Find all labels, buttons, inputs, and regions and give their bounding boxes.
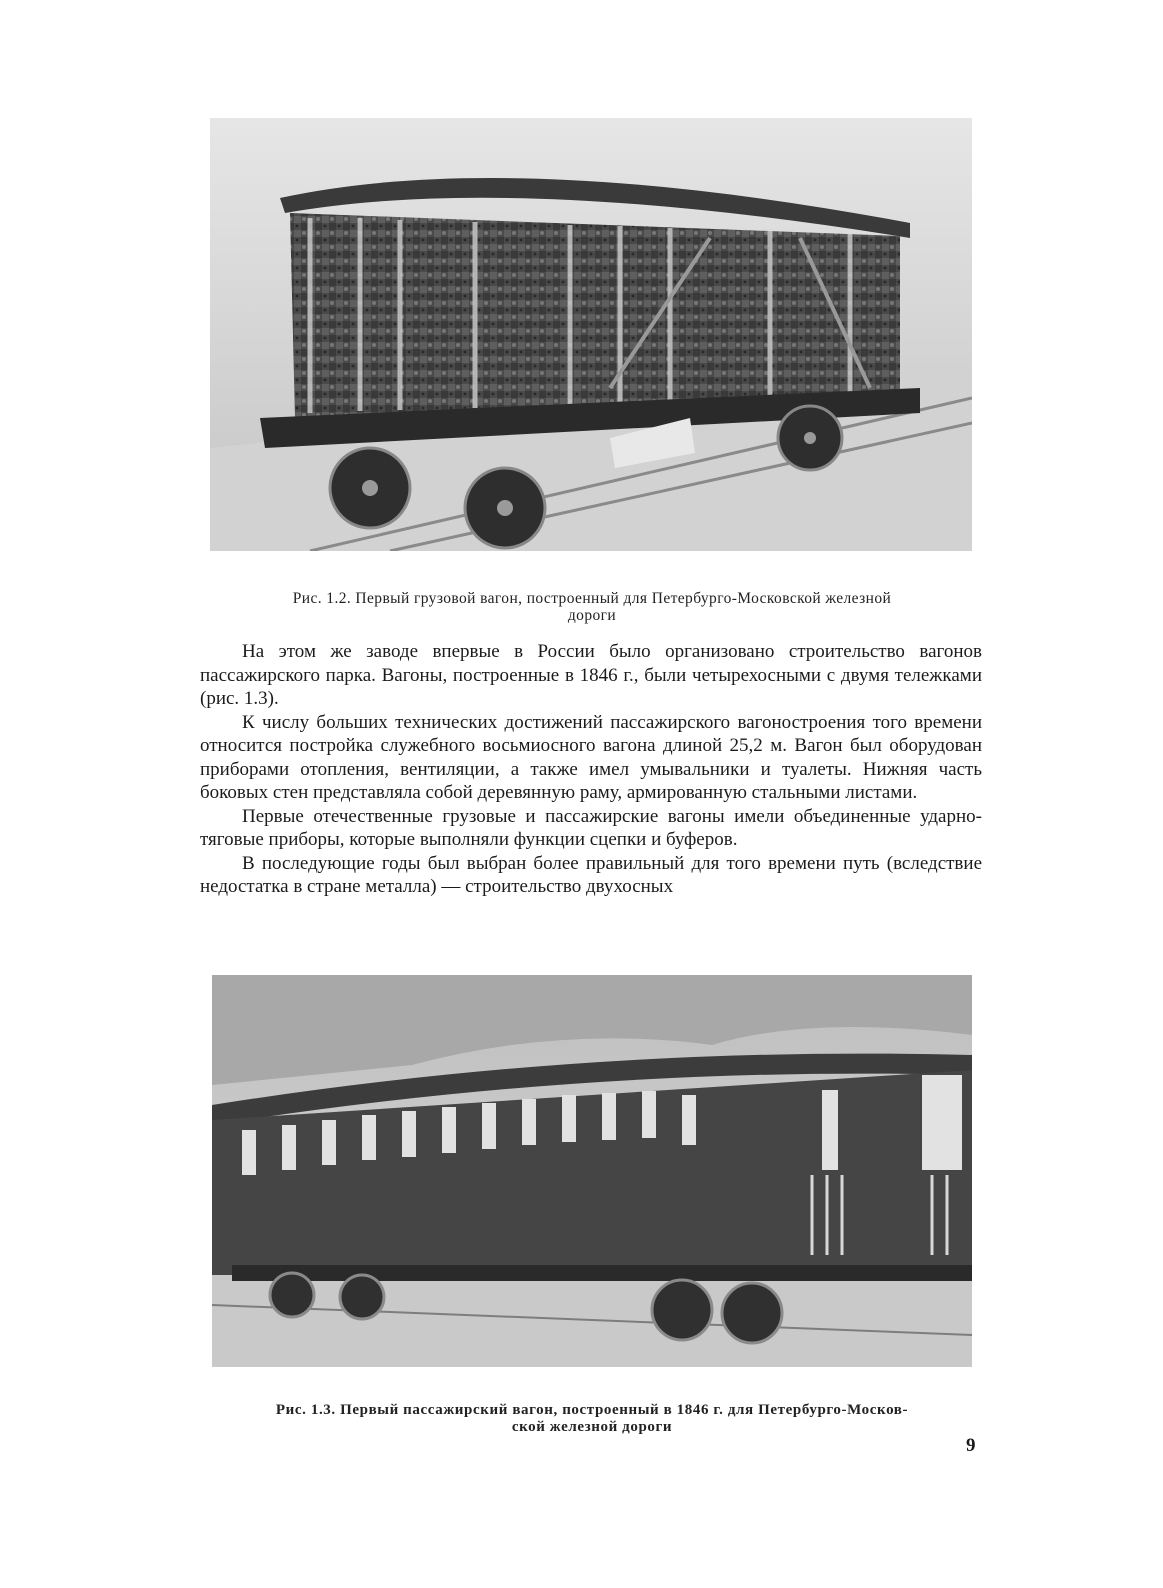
caption-line: дороги	[567, 607, 617, 624]
passenger-wagon-photo	[212, 975, 972, 1367]
freight-wagon-photo	[210, 118, 972, 551]
caption-line: ской железной дороги	[511, 1419, 673, 1435]
paragraph: В последующие годы был выбран более правильный для того времени путь (вследствие недостатка в стране металла) — строительство двухосных	[200, 852, 982, 897]
caption-line: Рис. 1.2. Первый грузовой вагон, построенный для Петербурго-Московской железной	[292, 590, 892, 607]
freight-wagon-illustration	[210, 118, 972, 551]
page-number: 9	[966, 1435, 976, 1456]
passenger-wagon-illustration	[212, 975, 972, 1367]
paragraph: К числу больших технических достижений пассажирского вагоностроения того времени относится постройка служебного восьмиосного вагона длиной 25,2 м. Вагон был оборудован приборами отопления, вентиляции, а также имел умывальники и туалеты. Нижняя часть боковых стен представляла собой деревянную раму, армированную стальными листами.	[200, 711, 982, 803]
figure-caption	[196, 590, 988, 624]
paragraph: Первые отечественные грузовые и пассажирские вагоны имели объединенные ударно-тяговые приборы, которые выполняли функции сцепки и буферов.	[200, 805, 982, 850]
paragraph: На этом же заводе впервые в России было организовано строительство вагонов пассажирского парка. Вагоны, построенные в 1846 г., были четырехосными с двумя тележками (рис. 1.3).	[200, 641, 982, 709]
body-text	[200, 640, 982, 899]
caption-line: Рис. 1.3. Первый пассажирский вагон, построенный в 1846 г. для Петербурго-Москов-	[275, 1402, 909, 1418]
figure-caption	[196, 1402, 988, 1436]
